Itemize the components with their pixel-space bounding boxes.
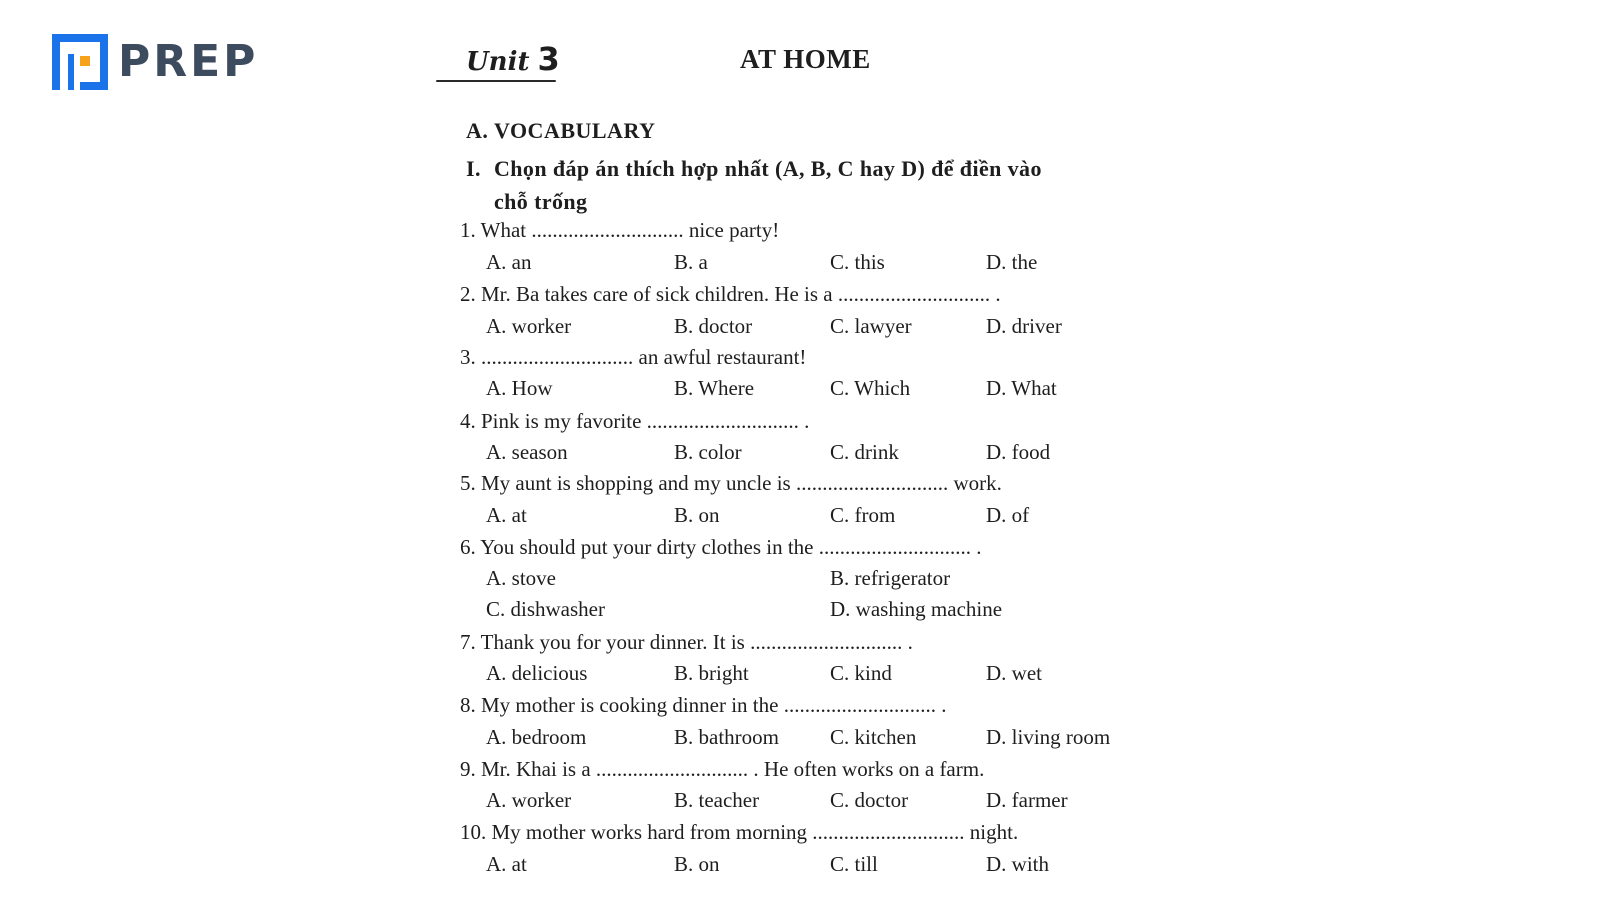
option-a[interactable]: A. worker bbox=[486, 788, 572, 812]
question-2: 2. Mr. Ba takes care of sick children. He is a ............................. . bbox=[460, 282, 1001, 306]
unit-label bbox=[466, 40, 560, 78]
options-5 bbox=[486, 503, 1166, 531]
option-d[interactable]: D. wet bbox=[986, 661, 1042, 685]
option-d[interactable]: D. living room bbox=[986, 725, 1111, 749]
option-b[interactable]: B. on bbox=[674, 852, 720, 876]
options-4 bbox=[486, 440, 1166, 468]
option-a[interactable]: A. worker bbox=[486, 314, 572, 338]
instruction-line-2: chỗ trống bbox=[494, 189, 588, 214]
options-6-row-1 bbox=[486, 566, 1166, 594]
question-1: 1. What ............................. nice party! bbox=[460, 218, 780, 242]
question-4: 4. Pink is my favorite ............................. . bbox=[460, 409, 810, 433]
instruction-line-1: Chọn đáp án thích hợp nhất (A, B, C hay D) để điền vào bbox=[494, 156, 1042, 181]
unit-underline bbox=[436, 80, 556, 82]
option-c[interactable]: C. this bbox=[830, 250, 885, 274]
option-d[interactable]: D. of bbox=[986, 503, 1030, 527]
option-d[interactable]: D. food bbox=[986, 440, 1051, 464]
option-d[interactable]: D. What bbox=[986, 376, 1057, 400]
option-a[interactable]: A. at bbox=[486, 503, 527, 527]
option-b[interactable]: B. bright bbox=[674, 661, 749, 685]
question-6: 6. You should put your dirty clothes in the ............................. . bbox=[460, 535, 982, 559]
options-6-row-2 bbox=[486, 597, 1166, 625]
option-a[interactable]: A. an bbox=[486, 250, 532, 274]
option-d[interactable]: D. the bbox=[986, 250, 1038, 274]
options-2 bbox=[486, 314, 1166, 342]
prep-logo bbox=[52, 34, 258, 90]
option-c[interactable]: C. drink bbox=[830, 440, 899, 464]
question-10: 10. My mother works hard from morning ............................. night. bbox=[460, 820, 1019, 844]
options-1 bbox=[486, 250, 1166, 278]
question-3: 3. ............................. an awful restaurant! bbox=[460, 345, 807, 369]
option-b[interactable]: B. teacher bbox=[674, 788, 760, 812]
option-a[interactable]: A. stove bbox=[486, 566, 556, 590]
option-c[interactable]: C. till bbox=[830, 852, 878, 876]
prep-logo-icon bbox=[52, 34, 108, 90]
option-b[interactable]: B. refrigerator bbox=[830, 566, 951, 590]
option-b[interactable]: B. color bbox=[674, 440, 742, 464]
option-c[interactable]: C. dishwasher bbox=[486, 597, 605, 621]
options-7 bbox=[486, 661, 1166, 689]
instruction bbox=[466, 152, 1166, 218]
option-c[interactable]: C. Which bbox=[830, 376, 911, 400]
option-b[interactable]: B. a bbox=[674, 250, 708, 274]
section-title: A. VOCABULARY bbox=[466, 118, 656, 143]
option-b[interactable]: B. doctor bbox=[674, 314, 753, 338]
logo-text: PREP bbox=[118, 36, 259, 87]
question-8: 8. My mother is cooking dinner in the ............................. . bbox=[460, 693, 947, 717]
option-b[interactable]: B. Where bbox=[674, 376, 755, 400]
question-7: 7. Thank you for your dinner. It is ............................. . bbox=[460, 630, 913, 654]
instruction-number: I. bbox=[466, 156, 481, 181]
question-5: 5. My aunt is shopping and my uncle is ............................. work. bbox=[460, 471, 1002, 495]
unit-number: 3 bbox=[537, 40, 560, 78]
page-title: AT HOME bbox=[740, 44, 871, 74]
option-c[interactable]: C. from bbox=[830, 503, 896, 527]
options-10 bbox=[486, 852, 1166, 880]
option-b[interactable]: B. on bbox=[674, 503, 720, 527]
option-c[interactable]: C. kitchen bbox=[830, 725, 917, 749]
option-c[interactable]: C. kind bbox=[830, 661, 892, 685]
options-9 bbox=[486, 788, 1166, 816]
question-9: 9. Mr. Khai is a ............................. . He often works on a farm. bbox=[460, 757, 985, 781]
unit-word: Unit bbox=[466, 47, 530, 77]
option-d[interactable]: D. washing machine bbox=[830, 597, 1003, 621]
options-3 bbox=[486, 376, 1166, 404]
option-a[interactable]: A. at bbox=[486, 852, 527, 876]
option-a[interactable]: A. delicious bbox=[486, 661, 588, 685]
option-d[interactable]: D. with bbox=[986, 852, 1049, 876]
option-d[interactable]: D. farmer bbox=[986, 788, 1068, 812]
option-a[interactable]: A. bedroom bbox=[486, 725, 587, 749]
option-d[interactable]: D. driver bbox=[986, 314, 1062, 338]
option-a[interactable]: A. How bbox=[486, 376, 553, 400]
option-a[interactable]: A. season bbox=[486, 440, 568, 464]
option-b[interactable]: B. bathroom bbox=[674, 725, 779, 749]
option-c[interactable]: C. doctor bbox=[830, 788, 909, 812]
option-c[interactable]: C. lawyer bbox=[830, 314, 912, 338]
options-8 bbox=[486, 725, 1166, 753]
